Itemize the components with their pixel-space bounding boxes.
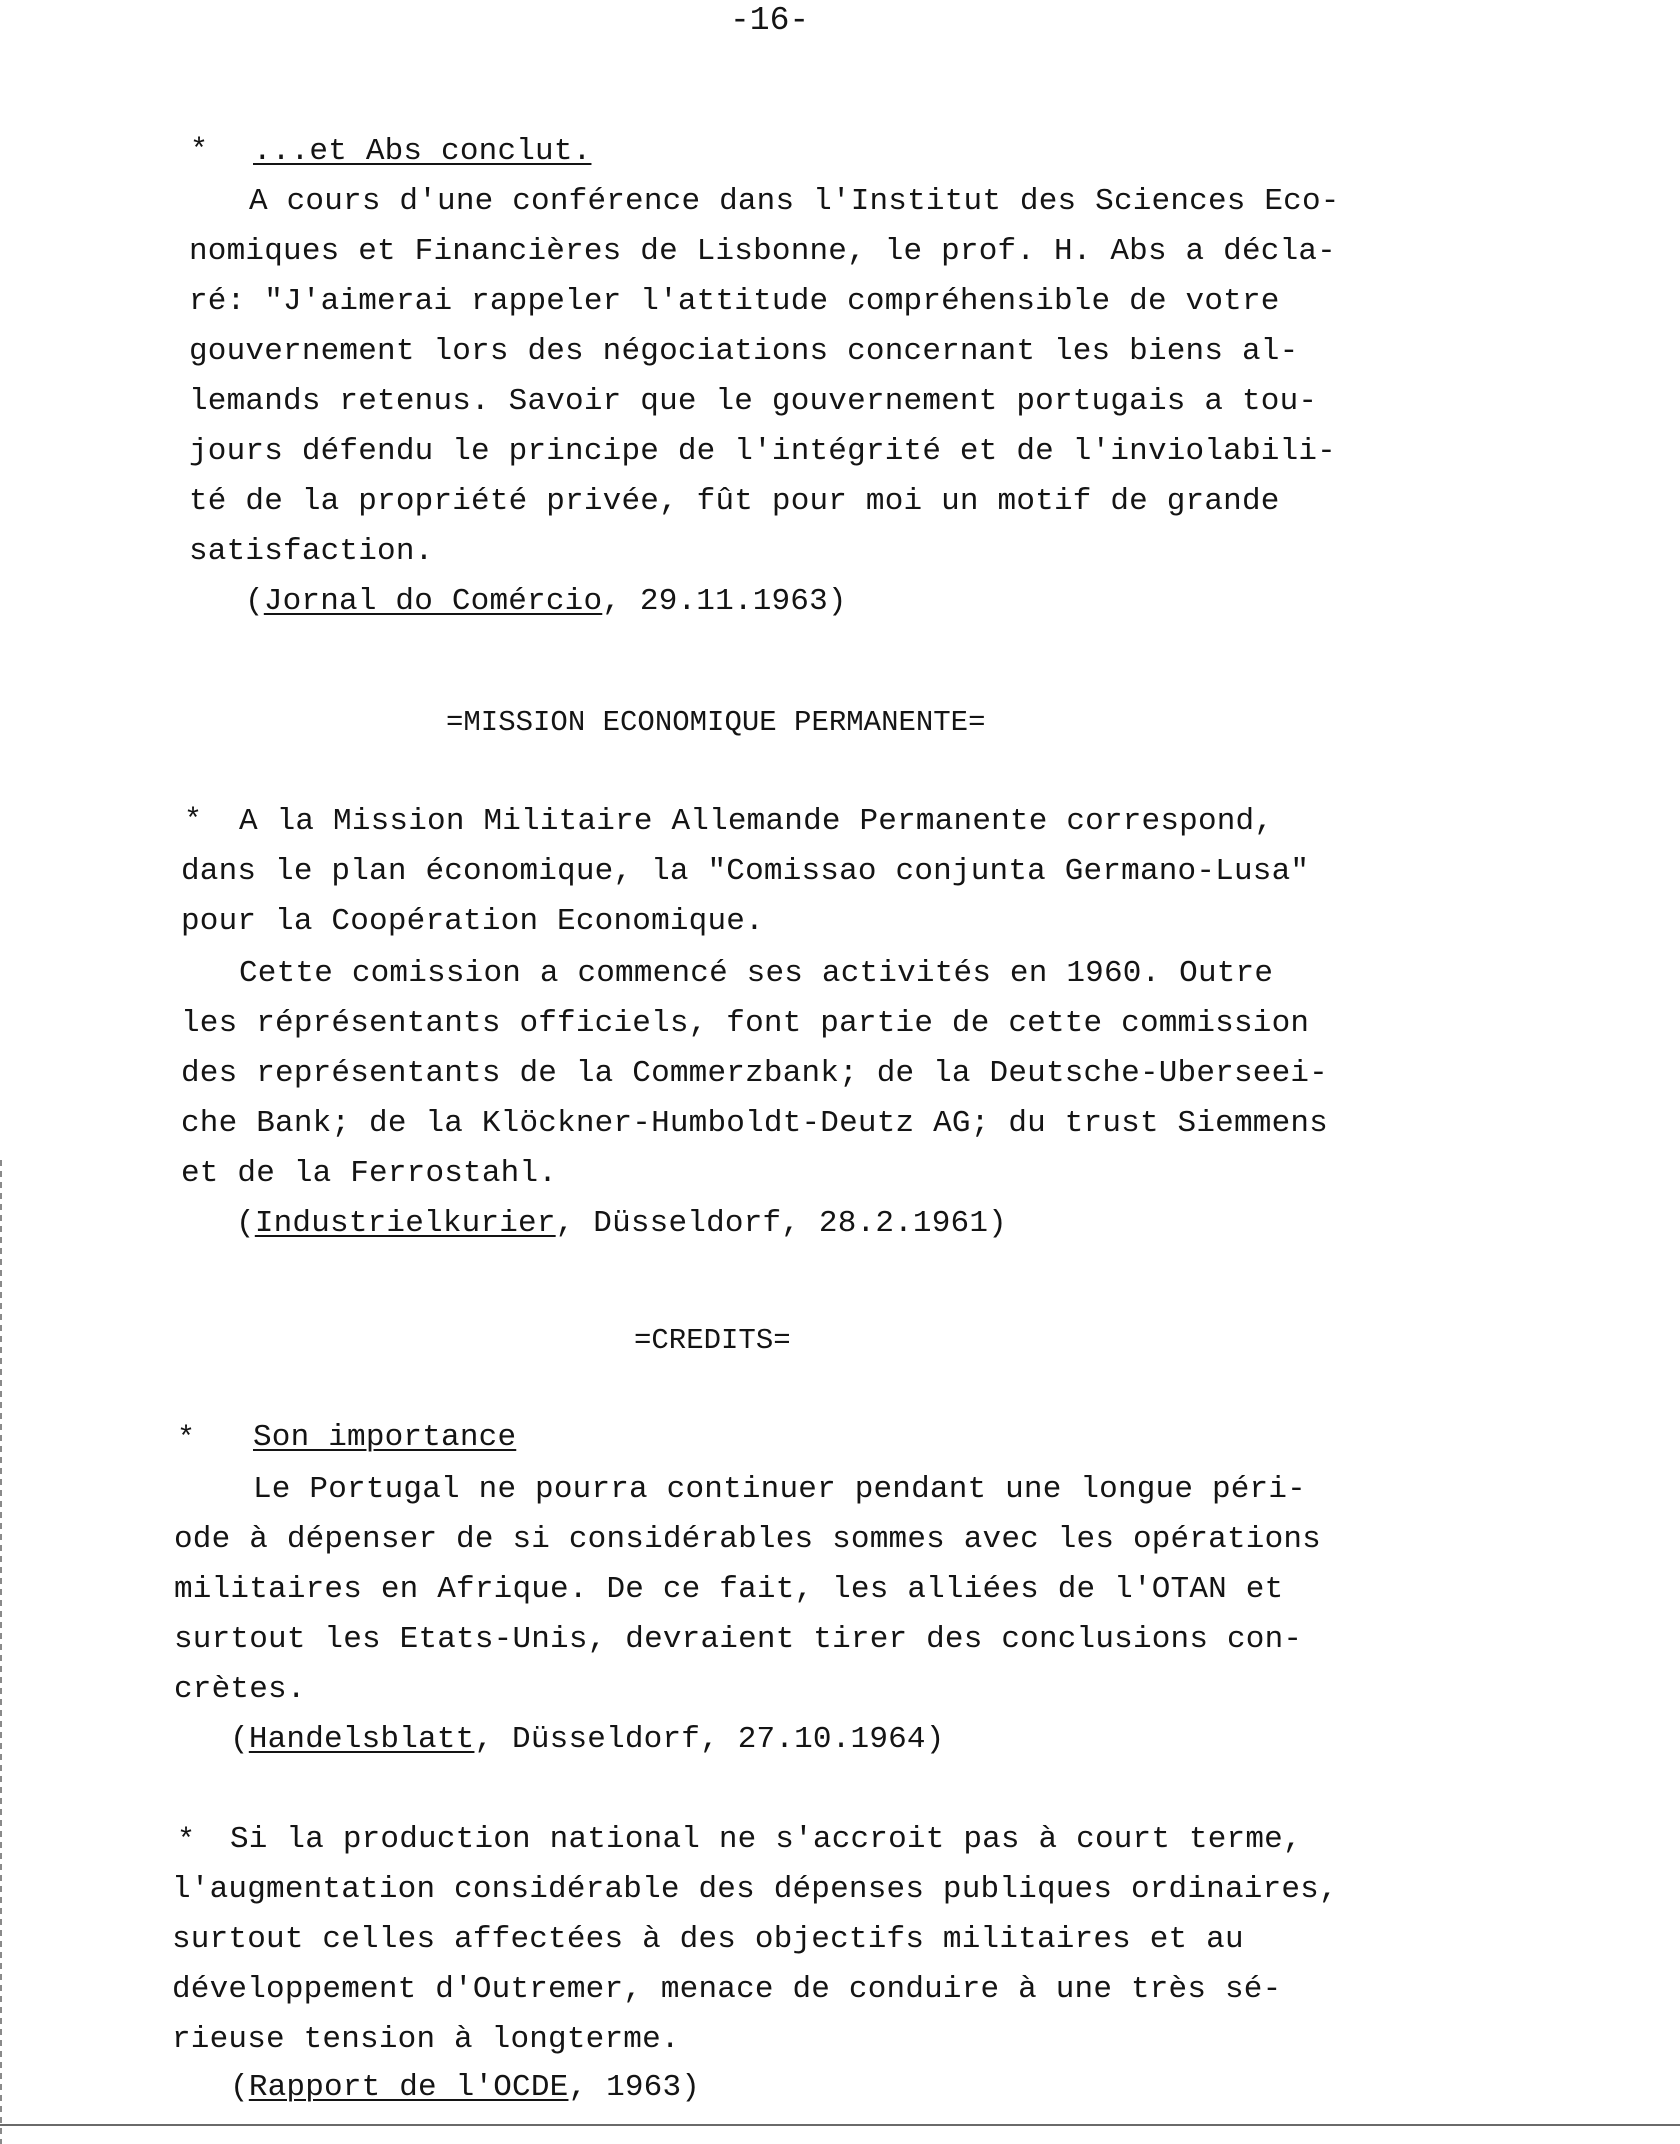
citation-details: , Düsseldorf, 27.10.1964) [474, 1722, 945, 1757]
bullet-asterisk: * [184, 804, 203, 838]
section-title: Son importance [253, 1420, 517, 1455]
bottom-scan-edge [0, 2124, 1680, 2126]
citation-source: Jornal do Comércio [263, 584, 603, 619]
citation [230, 2070, 700, 2106]
section-heading-mission: =MISSION ECONOMIQUE PERMANENTE= [446, 706, 986, 739]
paragraph-line: ode à dépenser de si considérables sommes avec les opérations [174, 1522, 1321, 1557]
paragraph-line: ré: "J'aimerai rappeler l'attitude compréhensible de votre [189, 284, 1280, 319]
citation-source: Handelsblatt [248, 1722, 475, 1757]
citation-open: ( [245, 584, 264, 619]
paragraph-line: les réprésentants officiels, font partie de cette commission [181, 1006, 1310, 1041]
bullet-asterisk: * [190, 134, 209, 168]
paragraph-line: A cours d'une conférence dans l'Institut des Sciences Eco- [249, 184, 1340, 219]
paragraph-line: développement d'Outremer, menace de conduire à une très sé- [172, 1972, 1282, 2007]
left-margin-scan-edge [0, 1160, 2, 2144]
paragraph-line: té de la propriété privée, fût pour moi un motif de grande [189, 484, 1280, 519]
paragraph-line: satisfaction. [189, 534, 434, 569]
paragraph-line: l'augmentation considérable des dépenses publiques ordinaires, [172, 1872, 1338, 1907]
paragraph-line: lemands retenus. Savoir que le gouvernement portugais a tou- [189, 384, 1318, 419]
paragraph-line: Le Portugal ne pourra continuer pendant une longue péri- [253, 1472, 1306, 1507]
paragraph-line: des représentants de la Commerzbank; de la Deutsche-Uberseei- [181, 1056, 1328, 1091]
citation-open: ( [236, 1206, 255, 1241]
citation [236, 1206, 1007, 1242]
citation-details: , Düsseldorf, 28.2.1961) [555, 1206, 1007, 1241]
citation-source: Rapport de l'OCDE [248, 2070, 569, 2105]
citation [230, 1722, 945, 1758]
citation-source: Industrielkurier [254, 1206, 556, 1241]
section-title: ...et Abs conclut. [253, 134, 592, 169]
paragraph-line: surtout celles affectées à des objectifs militaires et au [172, 1922, 1244, 1957]
paragraph-line: Cette comission a commencé ses activités en 1960. Outre [239, 956, 1274, 991]
paragraph-line: Si la production national ne s'accroit pas à court terme, [230, 1822, 1302, 1857]
citation-open: ( [230, 1722, 249, 1757]
section-heading-credits: =CREDITS= [634, 1324, 791, 1357]
citation-details: , 1963) [568, 2070, 701, 2105]
paragraph-line: A la Mission Militaire Allemande Permanente correspond, [239, 804, 1274, 839]
citation [245, 584, 847, 620]
bullet-asterisk: * [177, 1422, 196, 1456]
paragraph-line: che Bank; de la Klöckner-Humboldt-Deutz AG; du trust Siemmens [181, 1106, 1328, 1141]
paragraph-line: crètes. [174, 1672, 306, 1707]
paragraph-line: nomiques et Financières de Lisbonne, le prof. H. Abs a décla- [189, 234, 1336, 269]
paragraph-line: et de la Ferrostahl. [181, 1156, 558, 1191]
citation-details: , 29.11.1963) [602, 584, 847, 619]
paragraph-line: dans le plan économique, la "Comissao conjunta Germano-Lusa" [181, 854, 1310, 889]
paragraph-line: pour la Coopération Economique. [181, 904, 764, 939]
citation-open: ( [230, 2070, 249, 2105]
paragraph-line: gouvernement lors des négociations concernant les biens al- [189, 334, 1299, 369]
paragraph-line: militaires en Afrique. De ce fait, les alliées de l'OTAN et [174, 1572, 1284, 1607]
page-number: -16- [730, 2, 810, 39]
bullet-asterisk: * [177, 1824, 196, 1858]
paragraph-line: jours défendu le principe de l'intégrité et de l'inviolabili- [189, 434, 1336, 469]
paragraph-line: rieuse tension à longterme. [172, 2022, 680, 2057]
paragraph-line: surtout les Etats-Unis, devraient tirer des conclusions con- [174, 1622, 1303, 1657]
